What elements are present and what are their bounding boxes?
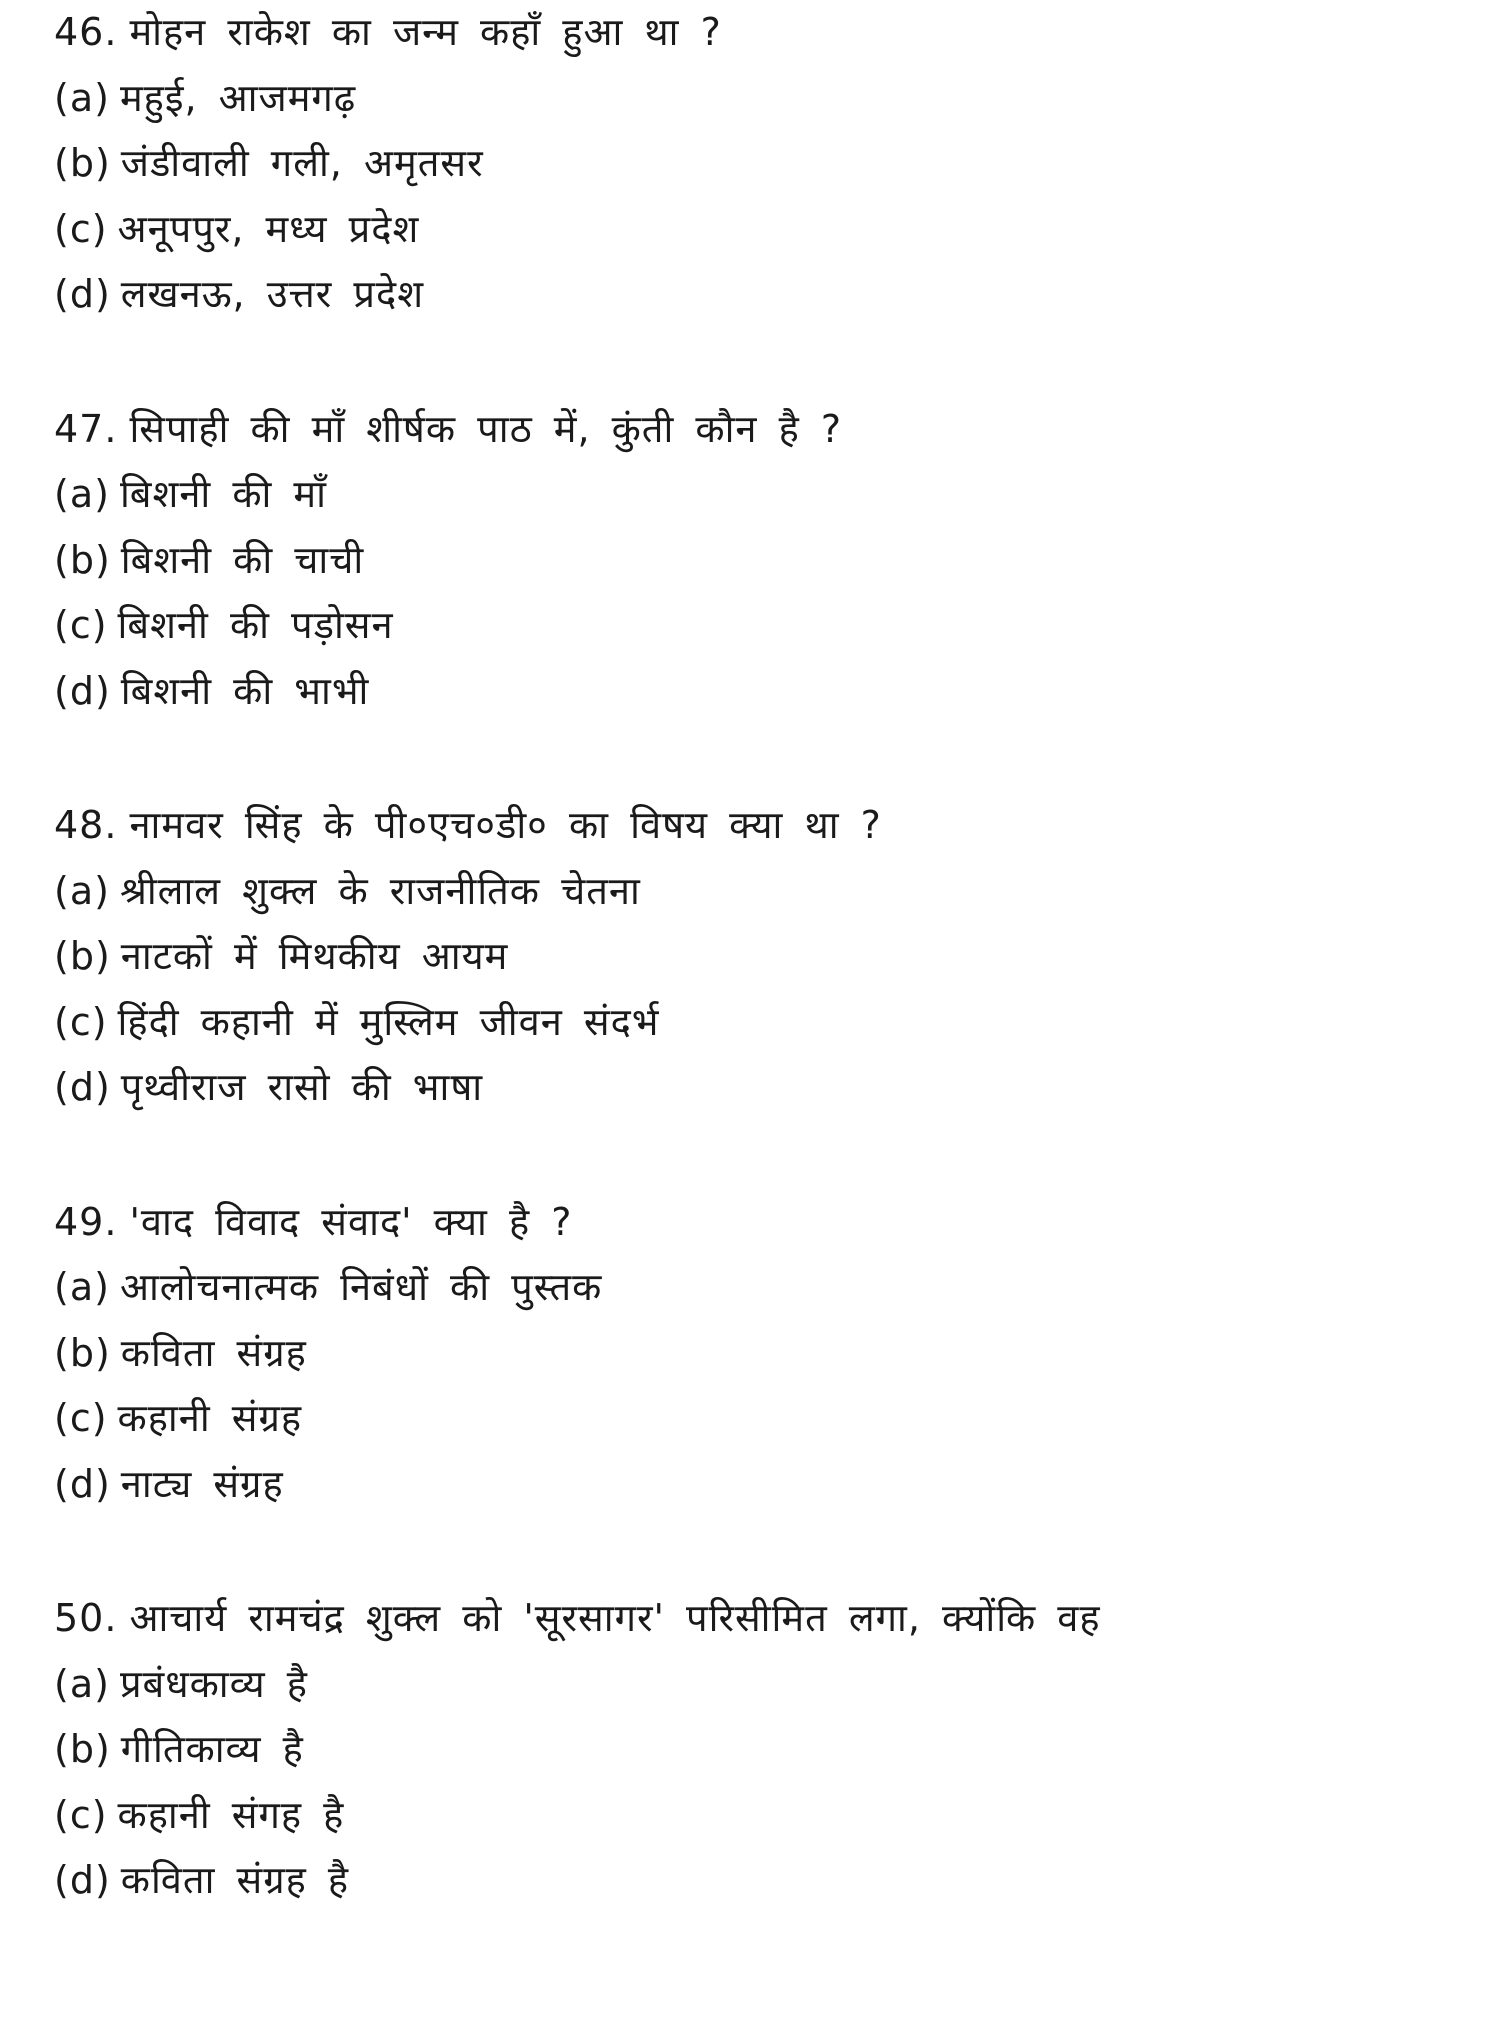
question-body: आचार्य रामचंद्र शुक्ल को 'सूरसागर' परिसीमित लगा, क्योंकि वह bbox=[129, 1596, 1101, 1640]
option-text: बिशनी की माँ bbox=[119, 472, 328, 516]
question-47 bbox=[54, 397, 1465, 725]
question-body: मोहन राकेश का जन्म कहाँ हुआ था ? bbox=[129, 10, 722, 54]
option-text: बिशनी की पड़ोसन bbox=[117, 603, 394, 647]
option-c bbox=[54, 1386, 1465, 1452]
question-49 bbox=[54, 1190, 1465, 1518]
option-text: नाट्य संग्रह bbox=[120, 1461, 284, 1506]
option-b bbox=[54, 528, 1465, 594]
option-b bbox=[54, 1321, 1465, 1387]
question-text bbox=[54, 1190, 1465, 1256]
option-d bbox=[54, 1055, 1465, 1121]
option-letter: (a) bbox=[54, 1265, 110, 1309]
option-a bbox=[54, 462, 1465, 528]
question-number: 50. bbox=[54, 1596, 118, 1640]
option-letter: (c) bbox=[54, 603, 108, 647]
option-text: कविता संग्रह है bbox=[120, 1858, 350, 1902]
question-50 bbox=[54, 1586, 1465, 1914]
option-d bbox=[54, 659, 1465, 725]
question-text bbox=[54, 397, 1465, 463]
option-d bbox=[54, 1452, 1465, 1518]
option-letter: (b) bbox=[54, 141, 111, 185]
question-text bbox=[54, 793, 1465, 859]
option-d bbox=[54, 262, 1465, 328]
option-c bbox=[54, 1783, 1465, 1849]
option-letter: (b) bbox=[54, 537, 111, 582]
option-letter: (b) bbox=[54, 934, 111, 978]
option-text: प्रबंधकाव्य है bbox=[119, 1661, 308, 1706]
option-letter: (d) bbox=[54, 1461, 111, 1506]
question-body: 'वाद विवाद संवाद' क्या है ? bbox=[129, 1199, 573, 1244]
option-text: नाटकों में मिथकीय आयम bbox=[120, 934, 509, 978]
option-text: कविता संग्रह bbox=[120, 1330, 307, 1375]
option-c bbox=[54, 990, 1465, 1056]
question-text bbox=[54, 0, 1465, 66]
option-text: जंडीवाली गली, अमृतसर bbox=[120, 141, 484, 185]
option-c bbox=[54, 197, 1465, 263]
option-d bbox=[54, 1848, 1465, 1914]
question-body: नामवर सिंह के पी०एच०डी० का विषय क्या था ? bbox=[129, 803, 882, 847]
question-text bbox=[54, 1586, 1465, 1652]
option-letter: (d) bbox=[54, 668, 111, 713]
option-letter: (d) bbox=[54, 1858, 111, 1902]
option-a bbox=[54, 859, 1465, 925]
option-letter: (a) bbox=[54, 868, 110, 913]
option-letter: (d) bbox=[54, 1065, 111, 1109]
option-letter: (c) bbox=[54, 206, 108, 251]
option-letter: (a) bbox=[54, 472, 110, 516]
option-b bbox=[54, 924, 1465, 990]
option-text: गीतिकाव्य है bbox=[120, 1727, 304, 1771]
option-text: हिंदी कहानी में मुस्लिम जीवन संदर्भ bbox=[117, 999, 660, 1044]
question-body: सिपाही की माँ शीर्षक पाठ में, कुंती कौन है ? bbox=[129, 406, 843, 451]
option-b bbox=[54, 1717, 1465, 1783]
option-a bbox=[54, 1652, 1465, 1718]
option-text: पृथ्वीराज रासो की भाषा bbox=[120, 1065, 484, 1109]
option-a bbox=[54, 66, 1465, 132]
question-number: 46. bbox=[54, 10, 118, 54]
option-b bbox=[54, 131, 1465, 197]
question-number: 48. bbox=[54, 803, 118, 847]
option-letter: (b) bbox=[54, 1727, 111, 1771]
option-text: महुई, आजमगढ़ bbox=[119, 75, 357, 120]
option-text: बिशनी की भाभी bbox=[120, 668, 370, 713]
option-text: लखनऊ, उत्तर प्रदेश bbox=[120, 272, 425, 316]
question-number: 49. bbox=[54, 1199, 118, 1244]
option-letter: (d) bbox=[54, 272, 111, 316]
option-c bbox=[54, 593, 1465, 659]
option-a bbox=[54, 1255, 1465, 1321]
option-text: कहानी संगह है bbox=[117, 1792, 345, 1837]
option-text: श्रीलाल शुक्ल के राजनीतिक चेतना bbox=[119, 868, 641, 913]
option-letter: (a) bbox=[54, 1661, 110, 1706]
option-text: कहानी संग्रह bbox=[117, 1396, 303, 1440]
question-number: 47. bbox=[54, 406, 118, 451]
option-letter: (b) bbox=[54, 1330, 111, 1375]
option-letter: (c) bbox=[54, 1792, 108, 1837]
option-letter: (c) bbox=[54, 1396, 108, 1440]
option-letter: (a) bbox=[54, 75, 110, 120]
question-46 bbox=[54, 0, 1465, 328]
question-48 bbox=[54, 793, 1465, 1121]
option-letter: (c) bbox=[54, 999, 108, 1044]
option-text: बिशनी की चाची bbox=[120, 537, 365, 582]
option-text: अनूपपुर, मध्य प्रदेश bbox=[117, 206, 420, 251]
option-text: आलोचनात्मक निबंधों की पुस्तक bbox=[119, 1265, 603, 1309]
